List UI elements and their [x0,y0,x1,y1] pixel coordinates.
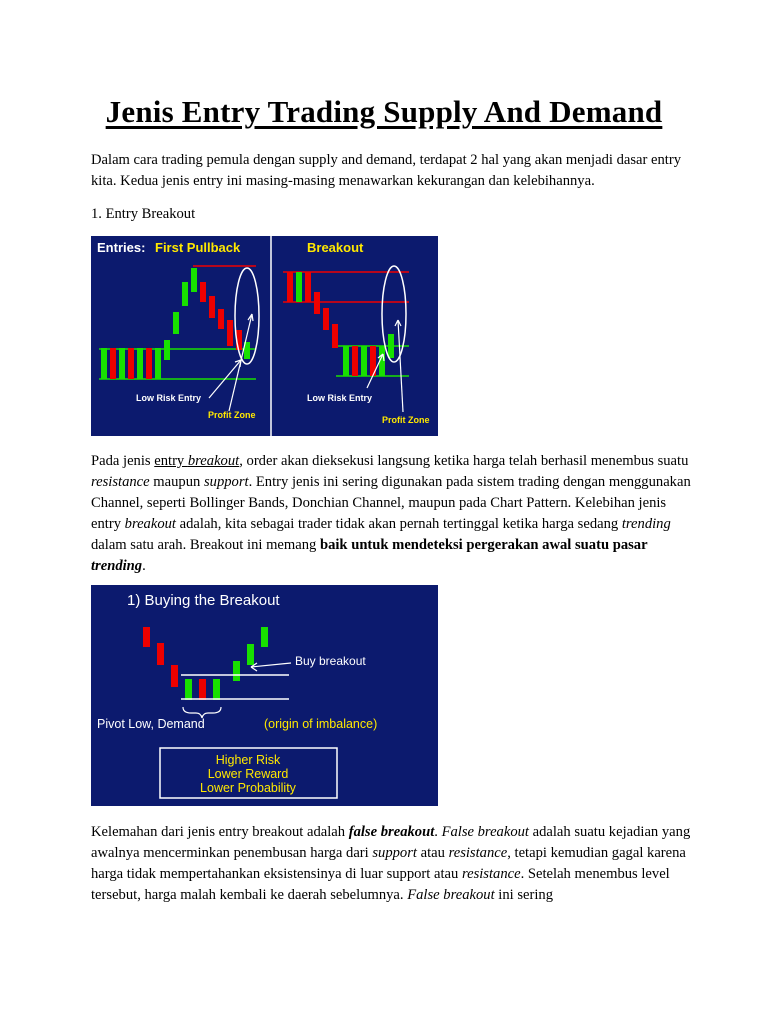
intro-paragraph: Dalam cara trading pemula dengan supply and demand, terdapat 2 hal yang akan menjadi dasar entry kita. Kedua jenis entry ini masing-masing menawarkan kekurangan dan kelebihannya. [91,152,682,189]
left-title-prefix: Entries: [97,240,146,255]
pivot-origin-label: (origin of imbalance) [264,717,378,731]
figure-buying-the-breakout [91,585,438,806]
risk-line-2: Lower Reward [207,767,289,781]
risk-line-3: Lower Probability [200,781,296,795]
pivot-label: Pivot Low, Demand [97,717,205,731]
page-title: Jenis Entry Trading Supply And Demand [105,94,663,129]
risk-line-1: Higher Risk [215,753,281,767]
breakout-description-paragraph: Pada jenis entry breakout, order akan dieksekusi langsung ketika harga telah berhasil menembus suatu resistance maupun support. Entry jenis ini sering digunakan pada sistem trading dengan menggunakan Channel, seperti Bollinger Bands, Donchian Channel, maupun pada Chart Pattern. Kelebihan jenis entry breakout adalah, kita sebagai trader tidak akan pernah tertinggal ketika harga sedang trending dalam satu arah. Breakout ini memang baik untuk mendeteksi pergerakan awal suatu pasar trending. [91,453,691,574]
left-base-candles [101,348,161,379]
right-entry-label: Low Risk Entry [307,393,373,403]
left-entry-label: Low Risk Entry [136,393,202,403]
entry-breakout-link[interactable]: entry breakout [154,453,240,469]
figure-entries-pullback-breakout [91,236,438,436]
left-title-highlight: First Pullback [155,240,241,255]
buy-breakout-label: Buy breakout [295,654,366,668]
false-breakout-paragraph: Kelemahan dari jenis entry breakout adalah false breakout. False breakout adalah suatu kejadian yang awalnya mencerminkan penembusan harga dari support atau resistance, tetapi kemudian gagal karena harga tidak mempertahankan eksistensinya di luar support atau resistance. Setelah menembus level tersebut, harga malah kembali ke daerah sebelumnya. False breakout ini sering [91,824,691,903]
right-profit-label: Profit Zone [382,415,430,425]
section-heading-entry-breakout: 1. Entry Breakout [91,206,196,222]
figure2-title: 1) Buying the Breakout [127,592,280,609]
left-profit-label: Profit Zone [208,410,256,420]
right-title: Breakout [307,240,364,255]
